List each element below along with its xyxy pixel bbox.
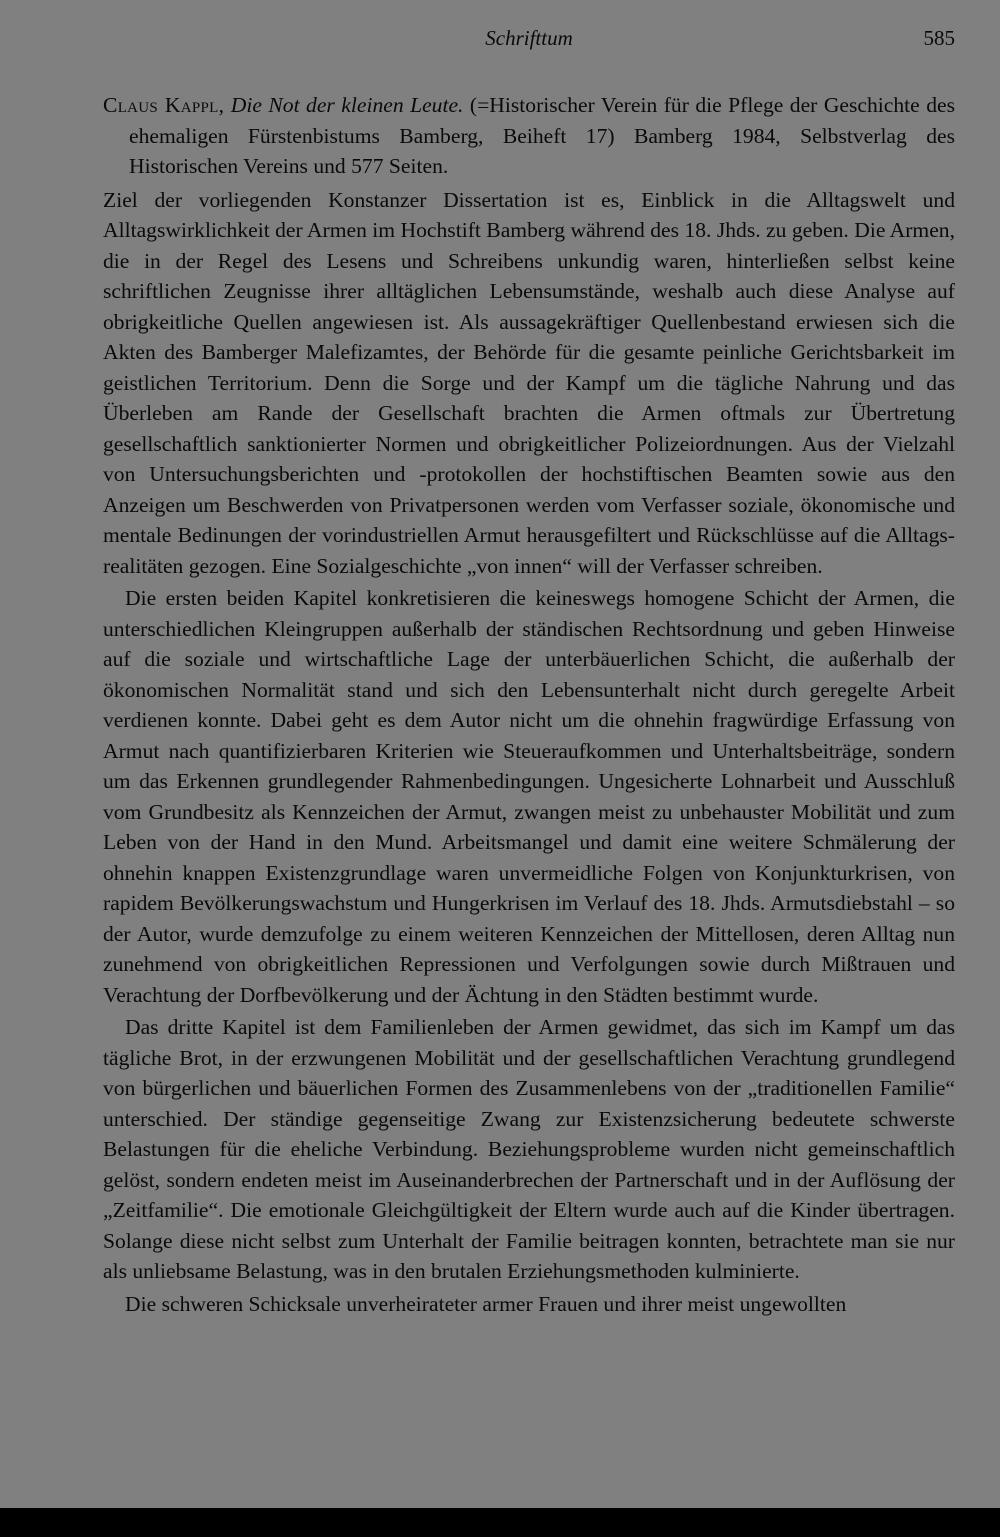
bibliographic-entry [103, 90, 955, 182]
running-head [103, 26, 955, 56]
body-text [103, 90, 955, 1319]
running-title: Schrifttum [485, 26, 573, 50]
entry-title: Die Not der kleinen Leute. [230, 93, 464, 117]
paragraph-4: Die schweren Schicksale unverheirateter armer Frauen und ihrer meist ungewollten [125, 1291, 847, 1316]
paragraph-3: Das dritte Kapitel ist dem Familienleben der Armen gewidmet, das sich im Kampf um das tägliche Brot, in der erzwungenen Mobilität und der gesellschaftlichen Verachtung grundlegend von bürgerlichen und bäuerlichen Formen des Zusammenlebens von der „traditionellen Familie“ unterschied. Der ständige gegenseitige Zwang zur Existenzsicherung bedeutete schwerste Belastungen für die eheliche Verbindung. Beziehungsprobleme wurden nicht gemeinschaftlich gelöst, sondern endeten meist im Auseinanderbrechen der Partnerschaft und in der Auflösung der „Zeitfamilie“. Die emotionale Gleichgültigkeit der Eltern wurde auch auf die Kinder übertragen. Solange diese nicht selbst zum Unterhalt der Familie beitragen konnten, betrachtete man sie nur als unliebsame Belastung, was in den brutalen Erziehungsmethoden kulminierte. [103, 1015, 955, 1283]
page-number: 585 [923, 26, 955, 50]
entry-author: Claus Kappl, [103, 93, 225, 117]
paragraph-2: Die ersten beiden Kapitel konkretisieren die keineswegs homogene Schicht der Armen, die unterschiedlichen Kleingruppen außerhalb der ständischen Rechtsordnung und geben Hinweise auf die soziale und wirtschaftliche Lage der unterbäuerlichen Schicht, die außerhalb der ökonomischen Normalität stand und sich den Lebensunterhalt nicht durch geregelte Arbeit verdienen konnte. Dabei geht es dem Autor nicht um die ohnehin fragwürdige Erfassung von Armut nach quantifizierbaren Kriterien wie Steueraufkommen und Unterhaltsbeiträge, sondern um das Erkennen grundlegender Rahmenbedingungen. Ungesicherte Lohnarbeit und Ausschluß vom Grundbesitz als Kennzeichen der Armut, zwangen meist zu unbehauster Mobilität und zum Leben von der Hand in den Mund. Arbeitsmangel und damit eine weitere Schmälerung der ohnehin knappen Existenzgrundlage waren unvermeidliche Folgen von Konjunkturkrisen, von rapidem Bevölkerungswachstum und Hungerkrisen im Verlauf des 18. Jhds. Armutsdiebstahl – so der Autor, wurde demzufolge zu einem weiteren Kennzeichen der Mittellosen, deren Alltag nun zunehmend von obrigkeitlichen Repressionen und Verfolgungen sowie durch Mißtrauen und Verachtung der Dorfbevölkerung und der Ächtung in den Städten bestimmt wurde. [103, 586, 955, 1007]
paragraph-1: Ziel der vorliegenden Konstanzer Dissertation ist es, Einblick in die Alltagswelt und Alltagswirklichkeit der Armen im Hochstift Bamberg während des 18. Jhds. zu geben. Die Armen, die in der Regel des Lesens und Schreibens unkundig waren, hinterließen selbst keine schriftlichen Zeugnisse ihrer alltäglichen Lebensumstände, weshalb auch diese Analyse auf obrigkeitliche Quellen angewiesen ist. Als aussagekräftiger Quellenbestand erwiesen sich die Akten des Bamberger Malefizamtes, der Behörde für die gesamte peinliche Gerichtsbarkeit im geistlichen Territorium. Denn die Sorge und der Kampf um die tägliche Nahrung und das Überleben am Rande der Gesellschaft brachten die Armen oftmals zur Übertretung gesellschaftlich sanktionierter Normen und obrigkeitlicher Polizeiordnungen. Aus der Vielzahl von Untersuchungsberichten und -protokollen der hochstiftischen Beamten sowie aus den Anzeigen um Beschwerden von Privatpersonen werden vom Verfasser soziale, ökonomische und mentale Bedinungen der vorindustriellen Armut herausgefiltert und Rückschlüsse auf die Alltagsrealitäten gezogen. Eine Sozialgeschichte „von innen“ will der Verfasser schreiben. [103, 187, 955, 578]
entry-details: (=Historischer Verein für die Pflege der Geschichte des ehemaligen Fürstenbistums Bamberg, Beiheft 17) Bamberg 1984, Selbstverlag des Historischen Vereins und 577 Seiten. [129, 93, 955, 178]
